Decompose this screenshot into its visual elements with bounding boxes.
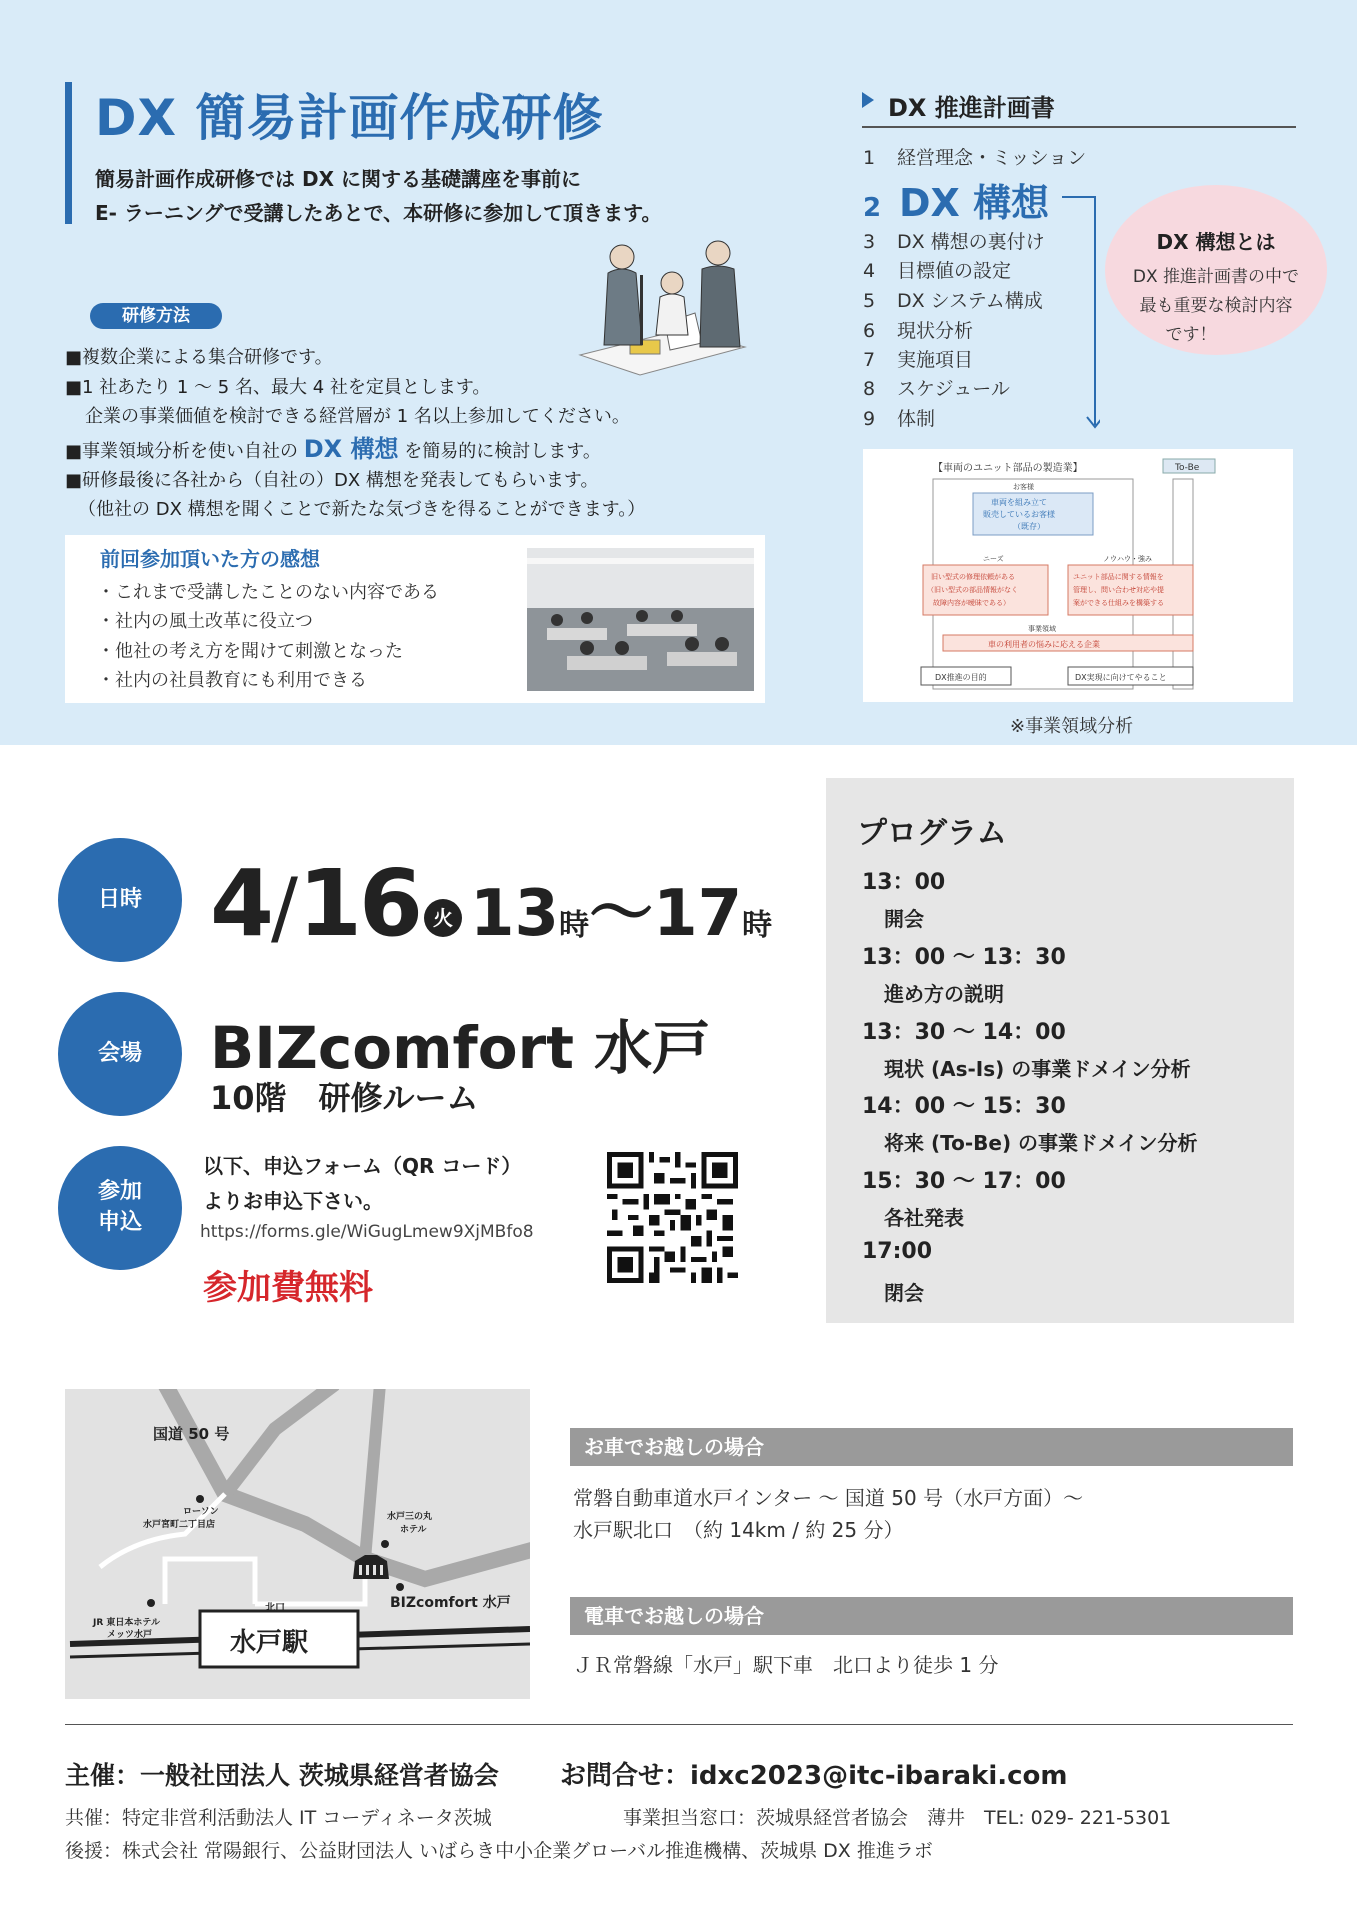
diagram-needs-label: ニーズ xyxy=(983,555,1004,563)
divider xyxy=(862,126,1296,128)
diagram-caption: ※事業領域分析 xyxy=(1010,716,1134,737)
plan-item-highlight: 2 DX 構想 xyxy=(863,181,1050,225)
tilde: ～ xyxy=(589,877,654,951)
program-desc: 進め方の説明 xyxy=(884,982,1004,1006)
divider xyxy=(65,1724,1293,1725)
program-desc: 各社発表 xyxy=(884,1206,964,1230)
contact-email[interactable]: お問合せ：idxc2023@itc-ibaraki.com xyxy=(560,1761,1068,1791)
fee-free-text: 参加費無料 xyxy=(203,1268,373,1308)
diagram-customer-text: （既存） xyxy=(1013,522,1045,531)
bubble-line: DX 推進計画書の中で xyxy=(1132,267,1300,287)
date-label-circle: 日時 xyxy=(58,838,182,962)
plan-heading: DX 推進計画書 xyxy=(888,94,1055,122)
diagram-domain-label: 事業領域 xyxy=(1028,625,1056,633)
apply-line: よりお申込下さい。 xyxy=(203,1189,383,1213)
title-accent-bar xyxy=(65,82,72,224)
venue-room: 10階 研修ルーム xyxy=(210,1079,479,1117)
diagram-needs-text: 旧い型式の修理依頼がある xyxy=(931,573,1015,581)
method-line-dx xyxy=(65,429,601,464)
diagram-needs-text: 故障内容が曖昧である） xyxy=(933,599,1010,607)
diagram-needs-text: （旧い型式の部品情報がなく xyxy=(927,586,1018,594)
map-north-exit-label: 北口 xyxy=(265,1603,285,1614)
map-station-label: 水戸駅 xyxy=(230,1628,309,1658)
page-title: DX 簡易計画作成研修 xyxy=(95,89,604,147)
program-time: 15：30 ～ 17：00 xyxy=(862,1169,1066,1194)
start-hour: 13 xyxy=(470,877,560,951)
program-desc: 閉会 xyxy=(884,1281,924,1305)
program-desc: 開会 xyxy=(884,907,924,931)
map-hotel-label: ホテル xyxy=(400,1525,427,1535)
day-of-week-badge: 火 xyxy=(424,899,462,937)
feedback-item: ・これまで受講したことのない内容である xyxy=(97,582,439,603)
plan-item: 7 実施項目 xyxy=(863,349,974,371)
cohost: 共催：特定非営利活動法人 IT コーディネータ茨城 xyxy=(65,1807,492,1829)
access-map xyxy=(65,1389,530,1699)
method-line4-post: を簡易的に検討します。 xyxy=(404,441,601,462)
method-line4-pre: ■事業領域分析を使い自社の xyxy=(65,441,299,462)
feedback-item: ・他社の考え方を聞けて刺激となった xyxy=(97,641,403,662)
method-line: （他社の DX 構想を聞くことで新たな気づきを得ることができます。） xyxy=(78,499,646,520)
triangle-icon xyxy=(862,92,874,108)
car-access-line: 水戸駅北口 （約 14km / 約 25 分） xyxy=(573,1518,904,1542)
diagram-goal: DX実現に向けてやること xyxy=(1075,673,1167,682)
diagram-knowhow-label: ノウハウ・強み xyxy=(1103,555,1152,563)
program-time: 17:00 xyxy=(862,1239,933,1264)
hour-unit: 時 xyxy=(559,908,590,943)
train-access-line: ＪＲ常磐線「水戸」駅下車 北口より徒歩 1 分 xyxy=(573,1653,999,1677)
diagram-knowhow-text: 管理し、問い合わせ対応や提 xyxy=(1073,586,1164,594)
diagram-tag: To-Be xyxy=(1175,463,1200,473)
domain-analysis-diagram xyxy=(863,449,1293,702)
apply-label-circle: 参加 申込 xyxy=(58,1146,182,1270)
method-line: ■研修最後に各社から（自社の）DX 構想を発表してもらいます。 xyxy=(65,470,599,491)
plan-item: 5 DX システム構成 xyxy=(863,290,1043,312)
map-hotel-label: 水戸三の丸 xyxy=(387,1512,433,1522)
diagram-domain-text: 車の利用者の悩みに応える企業 xyxy=(988,640,1100,649)
method-line: 企業の事業価値を検討できる経営層が 1 名以上参加してください。 xyxy=(85,406,630,427)
diagram-knowhow-text: 案ができる仕組みを構築する xyxy=(1073,599,1164,607)
supporters: 後援：株式会社 常陽銀行、公益財団法人 いばらき中小企業グローバル推進機構、茨城県 DX 推進ラボ xyxy=(65,1840,933,1862)
map-jr-hotel-label: JR 東日本ホテル xyxy=(93,1618,160,1628)
end-hour: 17 xyxy=(653,877,743,951)
diagram-customer-text: 車両を組み立て xyxy=(991,498,1047,507)
plan-item: 3 DX 構想の裏付け xyxy=(863,231,1045,253)
plan-item: 8 スケジュール xyxy=(863,378,1010,400)
date-day: 16 xyxy=(297,850,420,957)
plan-item: 4 目標値の設定 xyxy=(863,260,1012,282)
train-access-heading: 電車でお越しの場合 xyxy=(570,1597,1293,1635)
business-people-illustration xyxy=(570,235,770,380)
date-month: 4 xyxy=(210,850,272,957)
method-line: ■複数企業による集合研修です。 xyxy=(65,347,333,368)
office-contact: 事業担当窓口：茨城県経営者協会 薄井 TEL: 029- 221-5301 xyxy=(623,1807,1172,1829)
diagram-customer-label: お客様 xyxy=(1013,483,1034,491)
plan-item: 1 経営理念・ミッション xyxy=(863,147,1087,169)
plan-item: 6 現状分析 xyxy=(863,320,974,342)
diagram-title: 【車両のユニット部品の製造業】 xyxy=(933,463,1083,474)
program-time: 13：00 xyxy=(862,870,946,895)
connector-arrow xyxy=(1060,185,1100,435)
event-datetime xyxy=(210,850,772,957)
program-time: 14：00 ～ 15：30 xyxy=(862,1094,1066,1119)
hour-unit: 時 xyxy=(742,908,773,943)
diagram-knowhow-text: ユニット部品に関する情報を xyxy=(1073,573,1164,581)
bubble-line: です！ xyxy=(1165,325,1217,345)
venue-label-circle: 会場 xyxy=(58,992,182,1116)
map-lawson-label: 水戸宮町二丁目店 xyxy=(143,1520,216,1530)
plan-item: 9 体制 xyxy=(863,408,936,430)
organizer: 主催：一般社団法人 茨城県経営者協会 xyxy=(65,1761,499,1790)
apply-line: 以下、申込フォーム（QR コード） xyxy=(203,1154,522,1178)
method-line: ■1 社あたり 1 ～ 5 名、最大 4 社を定員とします。 xyxy=(65,377,491,398)
method-heading: 研修方法 xyxy=(90,303,222,329)
qr-code[interactable] xyxy=(607,1152,738,1283)
diagram-goal: DX推進の目的 xyxy=(935,673,987,682)
feedback-item: ・社内の社員教育にも利用できる xyxy=(97,670,367,691)
program-desc: 現状 (As-Is) の事業ドメイン分析 xyxy=(884,1057,1191,1081)
car-access-line: 常磐自動車道水戸インター ～ 国道 50 号（水戸方面）～ xyxy=(573,1486,1084,1510)
map-bizcomfort-label: BIZcomfort 水戸 xyxy=(390,1595,511,1611)
date-slash: / xyxy=(271,861,298,954)
program-heading: プログラム xyxy=(857,816,1007,851)
feedback-heading: 前回参加頂いた方の感想 xyxy=(100,547,320,571)
program-desc: 将来 (To-Be) の事業ドメイン分析 xyxy=(884,1131,1198,1155)
bubble-title: DX 構想とは xyxy=(1156,230,1276,254)
map-route50-label: 国道 50 号 xyxy=(153,1425,230,1443)
map-lawson-label: ローソン xyxy=(183,1507,219,1517)
intro-line: 簡易計画作成研修では DX に関する基礎講座を事前に xyxy=(95,167,581,191)
seminar-room-photo xyxy=(527,548,754,691)
diagram-customer-text: 販売しているお客様 xyxy=(983,510,1055,519)
program-time: 13：30 ～ 14：00 xyxy=(862,1020,1066,1045)
method-dx-highlight: DX 構想 xyxy=(303,435,399,463)
feedback-item: ・社内の風土改革に役立つ xyxy=(97,611,313,632)
program-time: 13：00 ～ 13：30 xyxy=(862,945,1066,970)
car-access-heading: お車でお越しの場合 xyxy=(570,1428,1293,1466)
map-jr-hotel-label: メッツ水戸 xyxy=(107,1630,153,1640)
intro-line: E- ラーニングで受講したあとで、本研修に参加して頂きます。 xyxy=(95,201,662,225)
bubble-line: 最も重要な検討内容 xyxy=(1139,296,1293,316)
apply-url-link[interactable]: https://forms.gle/WiGugLmew9XjMBfo8 xyxy=(200,1222,534,1242)
venue-name: BIZcomfort 水戸 xyxy=(210,1014,711,1082)
